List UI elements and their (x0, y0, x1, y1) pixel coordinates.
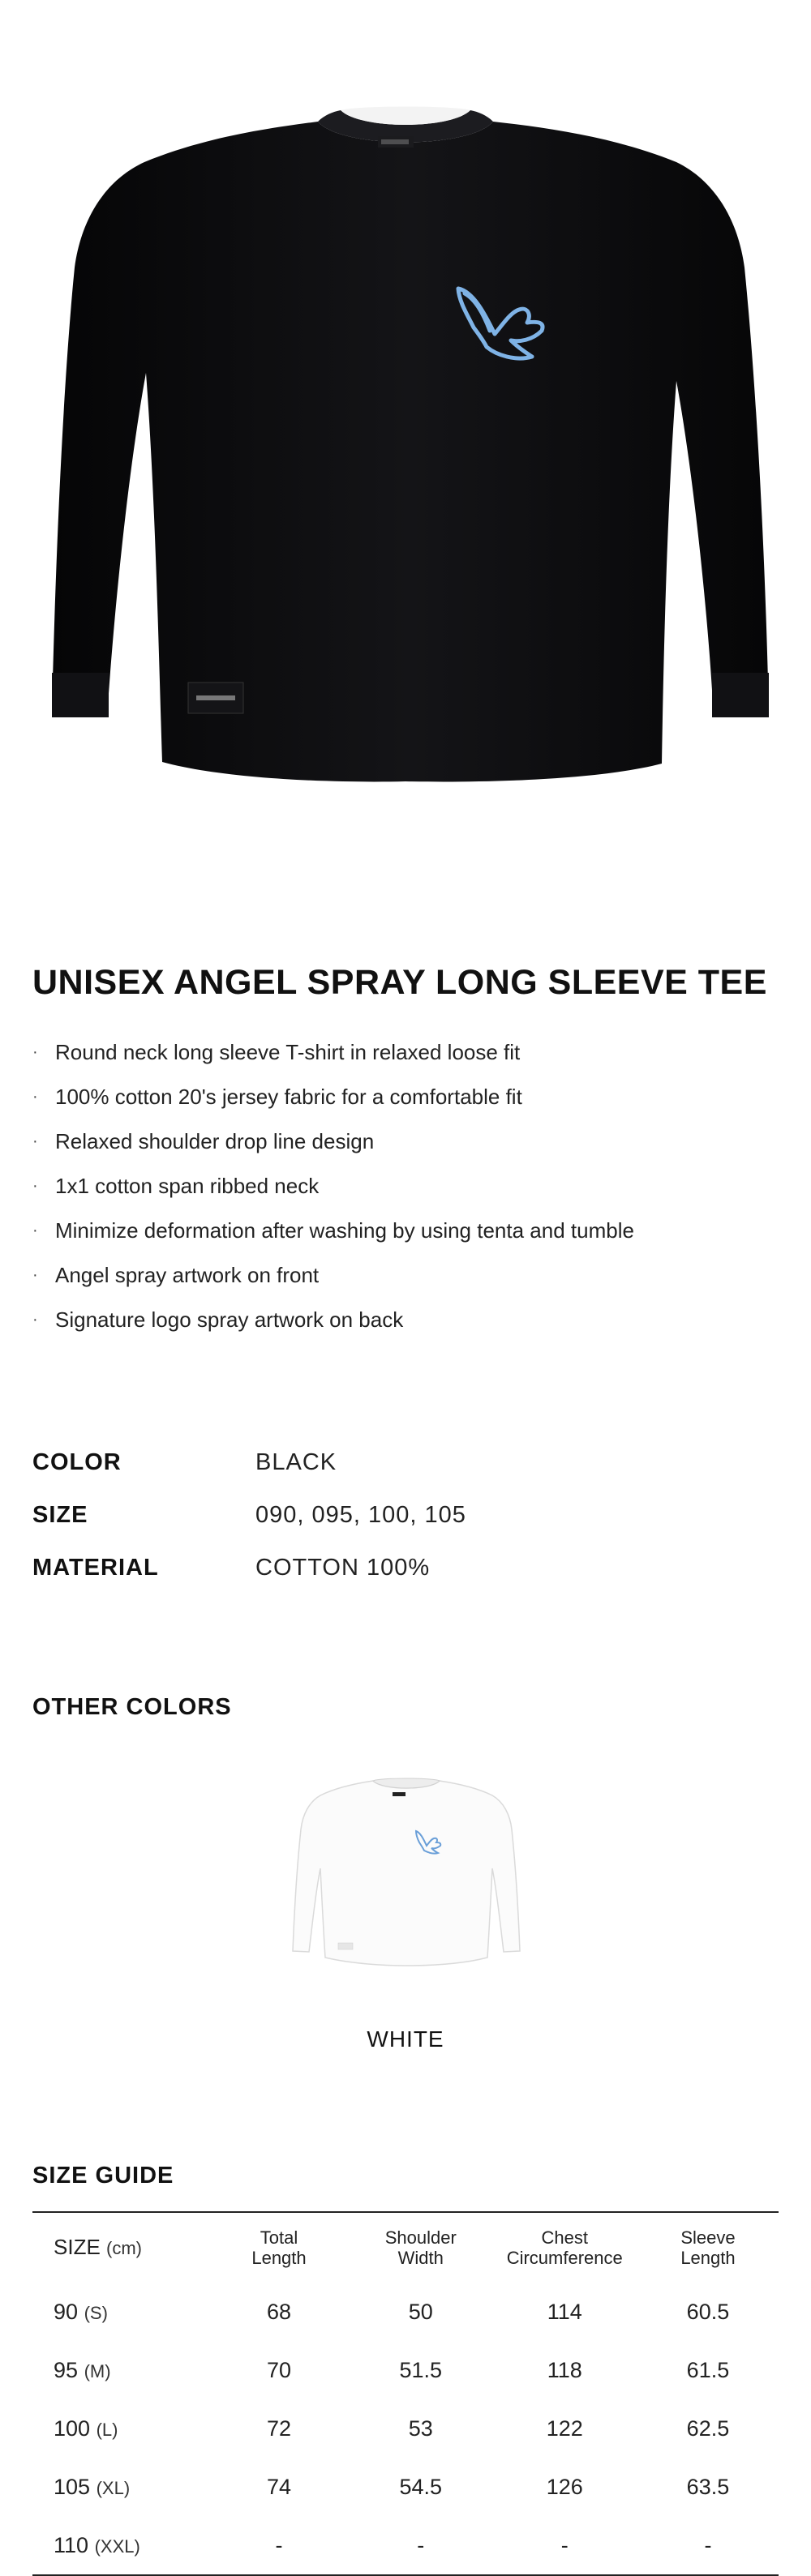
spec-row-color (32, 1449, 466, 1502)
table-cell: - (275, 2532, 283, 2557)
table-cell: 50 (408, 2299, 433, 2324)
table-cell: 62.5 (686, 2416, 730, 2441)
size-guide-table (32, 2211, 779, 2576)
bullet-icon: · (32, 1311, 38, 1329)
column-header-shoulder-width: Shoulder Width (384, 2227, 457, 2268)
table-cell: 70 (266, 2357, 292, 2382)
table-cell: 126 (546, 2474, 583, 2499)
feature-text: Minimize deformation after washing by using tenta and tumble (55, 1218, 634, 1243)
product-image (0, 0, 811, 843)
list-item (32, 1085, 634, 1129)
table-cell: 72 (266, 2416, 292, 2441)
white-tee-thumbnail[interactable] (280, 1763, 531, 1990)
feature-text: Signature logo spray artwork on back (55, 1307, 404, 1332)
table-cell: 122 (546, 2416, 583, 2441)
bullet-icon: · (32, 1043, 38, 1061)
spec-value: 090, 095, 100, 105 (255, 1502, 466, 1528)
spec-value: BLACK (255, 1449, 337, 1475)
feature-text: Relaxed shoulder drop line design (55, 1129, 375, 1153)
table-cell: 118 (547, 2357, 582, 2382)
bullet-icon: · (32, 1088, 38, 1106)
size-cell: 100 (L) (54, 2416, 118, 2441)
table-cell: 54.5 (399, 2474, 443, 2499)
bullet-icon: · (32, 1132, 38, 1150)
size-cell: 95 (M) (54, 2357, 111, 2382)
table-row (32, 2283, 779, 2341)
table-row (32, 2341, 779, 2399)
list-item (32, 1129, 634, 1174)
table-header-row (32, 2212, 779, 2283)
table-row (32, 2516, 779, 2575)
table-cell: 74 (266, 2474, 292, 2499)
bullet-icon: · (32, 1222, 38, 1239)
white-tee-illustration (280, 1763, 531, 1990)
list-item (32, 1174, 634, 1218)
size-cell: 90 (S) (54, 2299, 108, 2324)
list-item (32, 1218, 634, 1263)
size-cell: 105 (XL) (54, 2474, 131, 2499)
feature-text: 1x1 cotton span ribbed neck (55, 1174, 320, 1198)
spec-value: COTTON 100% (255, 1555, 431, 1581)
table-cell: - (417, 2532, 425, 2557)
list-item (32, 1263, 634, 1307)
white-color-label[interactable]: WHITE (367, 2026, 444, 2052)
list-item (32, 1307, 634, 1352)
table-row (32, 2399, 779, 2458)
table-cell: - (560, 2532, 569, 2557)
feature-text: Round neck long sleeve T-shirt in relaxed loose fit (55, 1040, 521, 1064)
table-cell: - (704, 2532, 712, 2557)
spec-row-size (32, 1502, 466, 1555)
list-item (32, 1040, 634, 1085)
spec-key: SIZE (32, 1502, 88, 1528)
spec-row-material (32, 1555, 466, 1607)
column-header-chest: Chest Circumference (506, 2227, 623, 2268)
table-cell: 114 (547, 2299, 582, 2324)
spec-table (32, 1449, 466, 1607)
table-cell: 53 (408, 2416, 433, 2441)
column-header-size: SIZE (cm) (54, 2235, 143, 2259)
column-header-sleeve-length: Sleeve Length (680, 2227, 736, 2268)
table-cell: 61.5 (686, 2357, 730, 2382)
bullet-icon: · (32, 1266, 38, 1284)
column-header-total-length: Total Length (251, 2227, 307, 2268)
product-title: UNISEX ANGEL SPRAY LONG SLEEVE TEE (32, 963, 767, 1002)
feature-text: 100% cotton 20's jersey fabric for a comfortable fit (55, 1085, 522, 1109)
bullet-icon: · (32, 1177, 38, 1195)
table-cell: 63.5 (686, 2474, 730, 2499)
size-cell: 110 (XXL) (54, 2532, 140, 2557)
spec-key: COLOR (32, 1449, 122, 1475)
feature-text: Angel spray artwork on front (55, 1263, 320, 1287)
table-cell: 68 (266, 2299, 292, 2324)
spec-key: MATERIAL (32, 1555, 159, 1581)
size-guide-heading: SIZE GUIDE (32, 2163, 174, 2189)
table-row (32, 2458, 779, 2516)
black-tee-illustration (0, 0, 811, 843)
table-cell: 60.5 (686, 2299, 730, 2324)
table-cell: 51.5 (399, 2357, 443, 2382)
feature-list (32, 1040, 634, 1352)
other-colors-heading: OTHER COLORS (32, 1694, 232, 1720)
